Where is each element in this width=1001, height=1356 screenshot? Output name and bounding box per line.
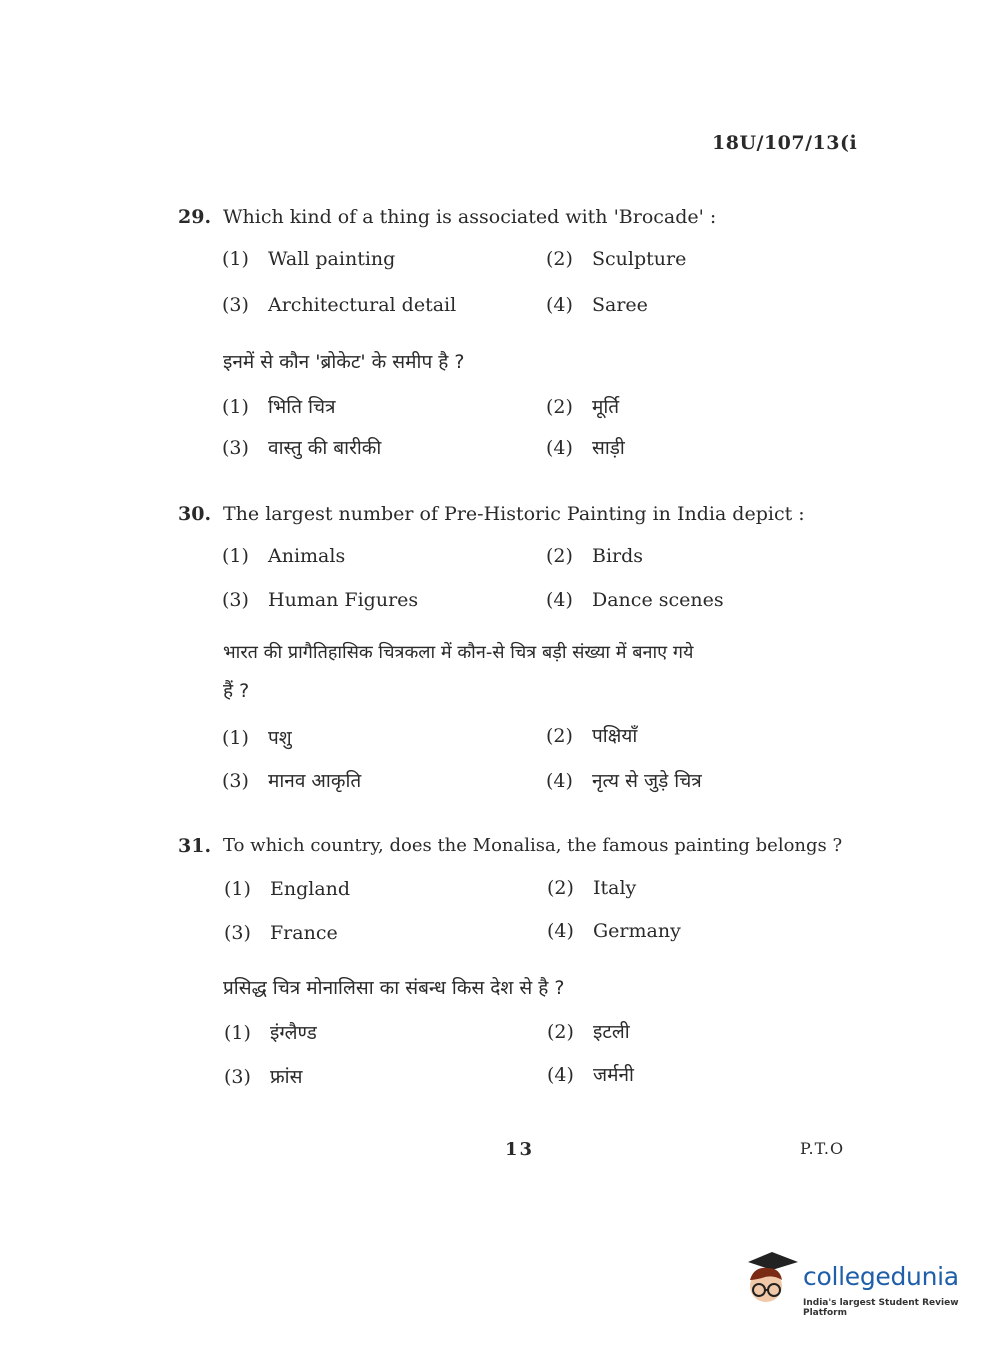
option-4: (4) Saree bbox=[546, 294, 648, 316]
option-3: (3) Human Figures bbox=[222, 589, 419, 611]
question-text-hindi: इनमें से कौन 'ब्रोकेट' के समीप है ? bbox=[223, 351, 465, 373]
option-3: (3) Architectural detail bbox=[222, 294, 457, 316]
pto-label: P.T.O bbox=[800, 1139, 845, 1158]
question-number: 30. bbox=[178, 503, 212, 525]
paper-code: 18U/107/13(i bbox=[712, 132, 858, 154]
question-text: The largest number of Pre-Historic Painting in India depict : bbox=[223, 503, 805, 525]
question-text: Which kind of a thing is associated with 'Brocade' : bbox=[223, 206, 717, 228]
option-2: (2) Italy bbox=[547, 877, 637, 899]
hindi-option-1: (1) भिति चित्र bbox=[222, 396, 336, 418]
hindi-option-2: (2) मूर्ति bbox=[546, 396, 620, 418]
hindi-option-1: (1) पशु bbox=[222, 727, 292, 749]
option-2: (2) Birds bbox=[546, 545, 644, 567]
question-text-hindi: प्रसिद्ध चित्र मोनालिसा का संबन्ध किस देश से है ? bbox=[223, 977, 565, 999]
mascot-icon bbox=[748, 1252, 798, 1302]
question-text-hindi: भारत की प्रागैतिहासिक चित्रकला में कौन-से चित्र बड़ी संख्या में बनाए गये bbox=[223, 642, 694, 663]
brand-tagline: India's largest Student Review Platform bbox=[803, 1298, 959, 1318]
question-text: To which country, does the Monalisa, the famous painting belongs ? bbox=[223, 835, 843, 856]
hindi-option-4: (4) जर्मनी bbox=[547, 1064, 634, 1086]
option-1: (1) Wall painting bbox=[222, 248, 396, 270]
option-2: (2) Sculpture bbox=[546, 248, 687, 270]
option-4: (4) Dance scenes bbox=[546, 589, 724, 611]
hindi-option-1: (1) इंग्लैण्ड bbox=[224, 1022, 317, 1044]
option-1: (1) England bbox=[224, 878, 351, 900]
option-4: (4) Germany bbox=[547, 920, 681, 942]
hindi-option-2: (2) पक्षियाँ bbox=[546, 725, 638, 747]
hindi-option-3: (3) मानव आकृति bbox=[222, 770, 362, 792]
question-number: 29. bbox=[178, 206, 212, 228]
hindi-option-4: (4) नृत्य से जुड़े चित्र bbox=[546, 770, 702, 792]
hindi-option-2: (2) इटली bbox=[547, 1021, 630, 1043]
hindi-option-3: (3) वास्तु की बारीकी bbox=[222, 437, 382, 459]
brand-name: collegedunia bbox=[803, 1262, 959, 1291]
page-number: 13 bbox=[505, 1139, 535, 1160]
option-3: (3) France bbox=[224, 922, 338, 944]
question-number: 31. bbox=[178, 835, 212, 857]
option-1: (1) Animals bbox=[222, 545, 346, 567]
hindi-option-3: (3) फ्रांस bbox=[224, 1066, 303, 1088]
question-text-hindi-cont: हैं ? bbox=[223, 680, 250, 702]
hindi-option-4: (4) साड़ी bbox=[546, 437, 625, 459]
